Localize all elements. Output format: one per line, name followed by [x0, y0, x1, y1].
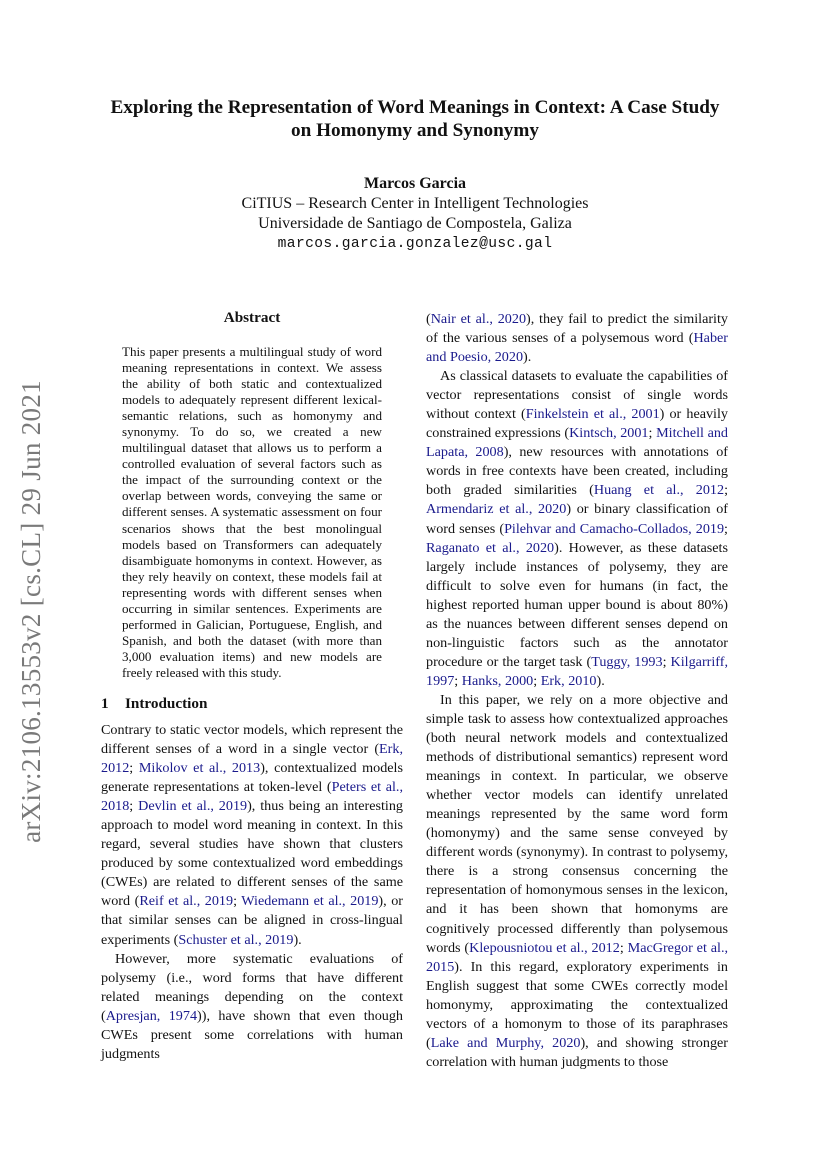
section-number: 1 — [101, 694, 109, 712]
paragraph-text: ; — [662, 653, 671, 670]
paragraph-text: ) or binary classification of word senses ( — [426, 501, 728, 537]
paper-title: Exploring the Representation of Word Meanings in Context: A Case Study on Homonymy and Synonymy — [110, 97, 720, 141]
paragraph-text: ), or that similar senses can be aligned in cross-lingual experiments ( — [101, 893, 403, 948]
citation-link[interactable]: Erk, 2010 — [540, 672, 597, 689]
citation-link[interactable]: Mikolov et al., 2013 — [138, 760, 261, 777]
paragraph-text: ( — [426, 311, 431, 327]
author-email[interactable]: marcos.garcia.gonzalez@usc.gal — [277, 236, 553, 252]
paragraph-text: ; — [129, 798, 139, 815]
paragraph — [426, 691, 728, 1072]
author-block — [110, 174, 720, 254]
paragraph-text: ), and showing stronger correlation with human judgments to those — [426, 1034, 728, 1070]
citation-link[interactable]: Nair et al., 2020 — [430, 311, 527, 327]
paragraph-text: ). — [596, 672, 605, 689]
paragraph-text: ). — [523, 349, 532, 366]
abstract-text: This paper presents a multilingual study of word meaning representations in context. We assess the ability of both static and contextualized models to adequately represent different lexical-semantic relations, such as homonymy and synonymy. To do so, we created a new multilingual dataset that allows us to perform a controlled evaluation of several factors such as the impact of the surrounding context or the overlap between words, conveying the same or different senses. A systematic assessment on four scenarios shows that the best monolingual models based on Transformers can adequately disambiguate homonyms in context. However, as they rely heavily on context, these models fail at representing words with different senses when occurring in similar sentences. Experiments are performed in Galician, Portuguese, English, and Spanish, and both the dataset (with more than 3,000 evaluation items) and new models are freely released with this study. — [122, 344, 382, 680]
citation-link[interactable]: Apresjan, 1974 — [105, 1007, 198, 1024]
paragraph-text: ; — [129, 760, 139, 777]
paragraph-text: In this paper, we rely on a more objective and simple task to assess how contextualized approaches (both neural network models and contextualized methods of distributional semantics) represent word meanings in context. In particular, we observe whether vector models can identify unrelated meanings represented by the same word form (homonymy) and the same sense conveyed by different words (synonymy). In contrast to polysemy, there is a strong consensus concerning the representation of homonymous senses in the lexicon, and it has been shown that homonyms are cognitively processed differently than polysemous words ( — [426, 691, 728, 956]
citation-link[interactable]: Schuster et al., 2019 — [178, 931, 294, 948]
citation-link[interactable]: Mitchell and Lapata, 2008 — [426, 425, 728, 461]
citation-link[interactable]: Peters et al., 2018 — [101, 779, 403, 815]
paragraph-text: ; — [724, 482, 728, 499]
arxiv-identifier[interactable]: arXiv:2106.13553v2 [cs.CL] 29 Jun 2021 — [15, 379, 46, 843]
abstract-heading: Abstract — [223, 309, 281, 326]
citation-link[interactable]: Raganato et al., 2020 — [426, 539, 555, 556]
citation-link[interactable]: Wiedemann et al., 2019 — [241, 893, 379, 910]
citation-link[interactable]: Hanks, 2000 — [461, 672, 534, 689]
author-affiliation-1: CiTIUS – Research Center in Intelligent Technologies — [241, 195, 589, 212]
citation-link[interactable]: Huang et al., 2012 — [593, 482, 725, 499]
paragraph-text: ; — [233, 893, 242, 910]
citation-link[interactable]: Armendariz et al., 2020 — [426, 501, 567, 518]
left-body — [101, 721, 403, 1064]
paragraph-text: However, more systematic evaluations of polysemy (i.e., word forms that have different related meanings depending on the context ( — [101, 950, 403, 1024]
paragraph-text: ), contextualized models generate representations at token-level ( — [101, 760, 403, 796]
paragraph-text: As classical datasets to evaluate the capabilities of vector representations consist of single words without context ( — [426, 368, 728, 423]
paragraph-text: ; — [724, 520, 728, 537]
paragraph-text: ), they fail to predict the similarity of the various senses of a polysemous word ( — [426, 311, 728, 347]
paragraph-text: ). However, as these datasets largely include instances of polysemy, they are difficult to solve even for humans (in fact, the highest reported human upper bound is about 80%) as the nuances between different senses depend on non-linguistic factors such as the annotator procedure or the target task ( — [426, 539, 728, 670]
paragraph — [426, 367, 728, 691]
paragraph-text: Contrary to static vector models, which represent the different senses of a word in a single vector ( — [101, 721, 403, 758]
section-title: Introduction — [125, 694, 208, 712]
arxiv-sidebar — [14, 372, 48, 850]
paragraph-text: ), new resources with annotations of words in free contexts have been created, including both graded similarities ( — [426, 444, 728, 499]
paragraph-text: ; — [648, 425, 657, 442]
citation-link[interactable]: Pilehvar and Camacho-Collados, 2019 — [504, 520, 725, 537]
paragraph-text: ). In this regard, exploratory experiments in English suggest that some CWEs correctly model homonymy, approximating the contextualized vectors of a homonym to those of its paraphrases ( — [426, 958, 728, 1051]
section-heading — [101, 695, 403, 713]
citation-link[interactable]: Devlin et al., 2019 — [138, 798, 248, 815]
paragraph-text: ; — [454, 672, 462, 689]
citation-link[interactable]: Erk, 2012 — [101, 741, 403, 777]
paragraph-text: ) or heavily constrained expressions ( — [426, 406, 728, 442]
citation-link[interactable]: Klepousniotou et al., 2012 — [469, 939, 620, 956]
citation-link[interactable]: Kilgarriff, 1997 — [426, 653, 728, 689]
author-name: Marcos Garcia — [363, 175, 467, 192]
paragraph — [101, 950, 403, 1064]
citation-link[interactable]: Haber and Poesio, 2020 — [426, 330, 728, 366]
paragraph-text: ; — [619, 939, 628, 956]
left-column — [101, 309, 403, 1064]
citation-link[interactable]: Finkelstein et al., 2001 — [525, 406, 660, 423]
paragraph — [101, 721, 403, 950]
paragraph-text: ; — [533, 672, 541, 689]
paragraph-text: )), have shown that even though CWEs present some correlations with human judgments — [101, 1007, 403, 1062]
citation-link[interactable]: Reif et al., 2019 — [139, 893, 234, 910]
paragraph-text: ), thus being an interesting approach to model word meaning in context. In this regard, several studies have shown that clusters produced by some contextualized word embeddings (CWEs) are related to different senses of the same word ( — [101, 798, 403, 910]
citation-link[interactable]: MacGregor et al., 2015 — [426, 939, 729, 975]
author-affiliation-2: Universidade de Santiago de Compostela, Galiza — [258, 215, 572, 232]
right-body — [426, 310, 728, 1072]
citation-link[interactable]: Kintsch, 2001 — [569, 425, 649, 442]
citation-link[interactable]: Lake and Murphy, 2020 — [430, 1034, 581, 1051]
citation-link[interactable]: Tuggy, 1993 — [591, 653, 663, 670]
paragraph-text: ). — [293, 931, 302, 948]
right-column — [426, 309, 728, 1072]
paragraph — [426, 310, 728, 367]
